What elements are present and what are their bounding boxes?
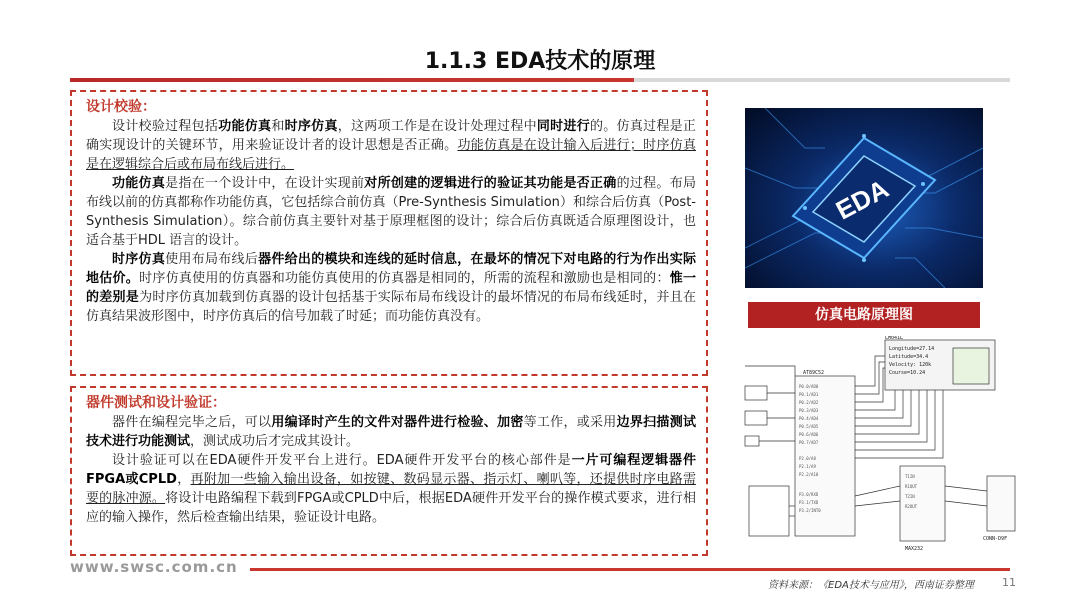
- device-test-heading: 器件测试和设计验证：: [86, 395, 226, 411]
- svg-text:P0.3/AD3: P0.3/AD3: [799, 408, 819, 413]
- design-verification-box: [70, 90, 708, 376]
- paragraph-functional-simulation: 功能仿真是指在一个设计中，在设计实现前对所创建的逻辑进行的验证其功能是否正确的过程。布局布线以前的仿真都称作功能仿真，它包括综合前仿真（Pre-Synthesis Simulation）和综合后仿真（Post-Synthesis Simulation）。综合前仿真主要针对基于原理框图的设计；综合后仿真既适合原理图设计，也适合基于HDL 语言的设计。: [86, 176, 696, 248]
- svg-text:T1IN: T1IN: [905, 474, 915, 479]
- paragraph-device-test: 器件在编程完毕之后，可以用编译时产生的文件对器件进行检验、加密等工作，或采用边界扫描测试技术进行功能测试，测试成功后才完成其设计。: [86, 415, 696, 449]
- svg-text:P2.1/A9: P2.1/A9: [799, 464, 816, 469]
- design-verification-heading: 设计校验：: [86, 99, 156, 115]
- svg-text:P0.0/AD0: P0.0/AD0: [799, 384, 819, 389]
- connector-label: CONN-D9F: [983, 536, 1008, 542]
- page-number: 11: [1002, 576, 1016, 589]
- svg-text:P0.7/AD7: P0.7/AD7: [799, 440, 819, 445]
- svg-text:T2IN: T2IN: [905, 494, 915, 499]
- lcd-line-1: Longitude=27.14: [889, 346, 935, 352]
- max232-label: MAX232: [905, 546, 924, 552]
- svg-text:P0.4/AD4: P0.4/AD4: [799, 416, 819, 421]
- paragraph-simulation-intro: 设计校验过程包括功能仿真和时序仿真，这两项工作是在设计处理过程中同时进行的。仿真过程是正确实现设计的关键环节，用来验证设计者的设计思想是否正确。功能仿真是在设计输入后进行；时序仿真是在逻辑综合后或布局布线后进行。: [86, 119, 696, 172]
- svg-text:P2.2/A10: P2.2/A10: [799, 472, 819, 477]
- svg-text:P3.0/RXD: P3.0/RXD: [799, 492, 819, 497]
- source-note: 资料来源：《EDA技术与应用》，西南证券整理: [768, 580, 974, 591]
- mcu-label: AT89C52: [803, 370, 825, 376]
- svg-text:P2.0/A8: P2.0/A8: [799, 456, 816, 461]
- lcd-line-4: Course=10.24: [889, 370, 926, 376]
- circuit-schematic: [725, 336, 1025, 566]
- paragraph-design-validation: 设计验证可以在EDA硬件开发平台上进行。EDA硬件开发平台的核心部件是一片可编程逻辑器件FPGA或CPLD，再附加一些输入输出设备，如按键、数码显示器、指示灯、喇叭等，还提供时序电路需要的脉冲源。将设计电路编程下载到FPGA或CPLD中后，根据EDA硬件开发平台的操作模式要求，进行相应的输入操作，然后检查输出结果，验证设计电路。: [86, 453, 696, 525]
- chip-eda-label: EDA: [830, 173, 894, 226]
- footer-rule: [250, 568, 1010, 571]
- eda-chip-photo: [745, 108, 983, 288]
- svg-text:P3.2/INT0: P3.2/INT0: [799, 508, 821, 513]
- svg-text:P0.5/AD5: P0.5/AD5: [799, 424, 819, 429]
- title-underline: [70, 78, 1010, 82]
- circuit-caption: 仿真电路原理图: [748, 302, 980, 328]
- svg-text:P0.2/AD2: P0.2/AD2: [799, 400, 819, 405]
- lcd-line-3: Velocity: 120k: [889, 362, 932, 368]
- svg-text:R1OUT: R1OUT: [905, 484, 918, 489]
- svg-text:P3.1/TXD: P3.1/TXD: [799, 500, 819, 505]
- device-test-box: [70, 386, 708, 556]
- footer-url[interactable]: www.swsc.com.cn: [70, 558, 238, 576]
- svg-text:P0.6/AD6: P0.6/AD6: [799, 432, 819, 437]
- paragraph-timing-simulation: 时序仿真使用布局布线后器件给出的模块和连线的延时信息，在最坏的情况下对电路的行为作出实际地估价。时序仿真使用的仿真器和功能仿真使用的仿真器是相同的，所需的流程和激励也是相同的：惟一的差别是为时序仿真加载到仿真器的设计包括基于实际布局布线设计的最坏情况的布局布线延时，并且在仿真结果波形图中，时序仿真后的信号加载了时延；而功能仿真没有。: [86, 252, 696, 324]
- svg-text:R2OUT: R2OUT: [905, 504, 918, 509]
- page-title: 1.1.3 EDA技术的原理: [424, 49, 656, 74]
- svg-text:P0.1/AD1: P0.1/AD1: [799, 392, 819, 397]
- lcd-line-2: Latitude=34.4: [889, 354, 929, 360]
- lcd-label: LM041L: [885, 336, 904, 341]
